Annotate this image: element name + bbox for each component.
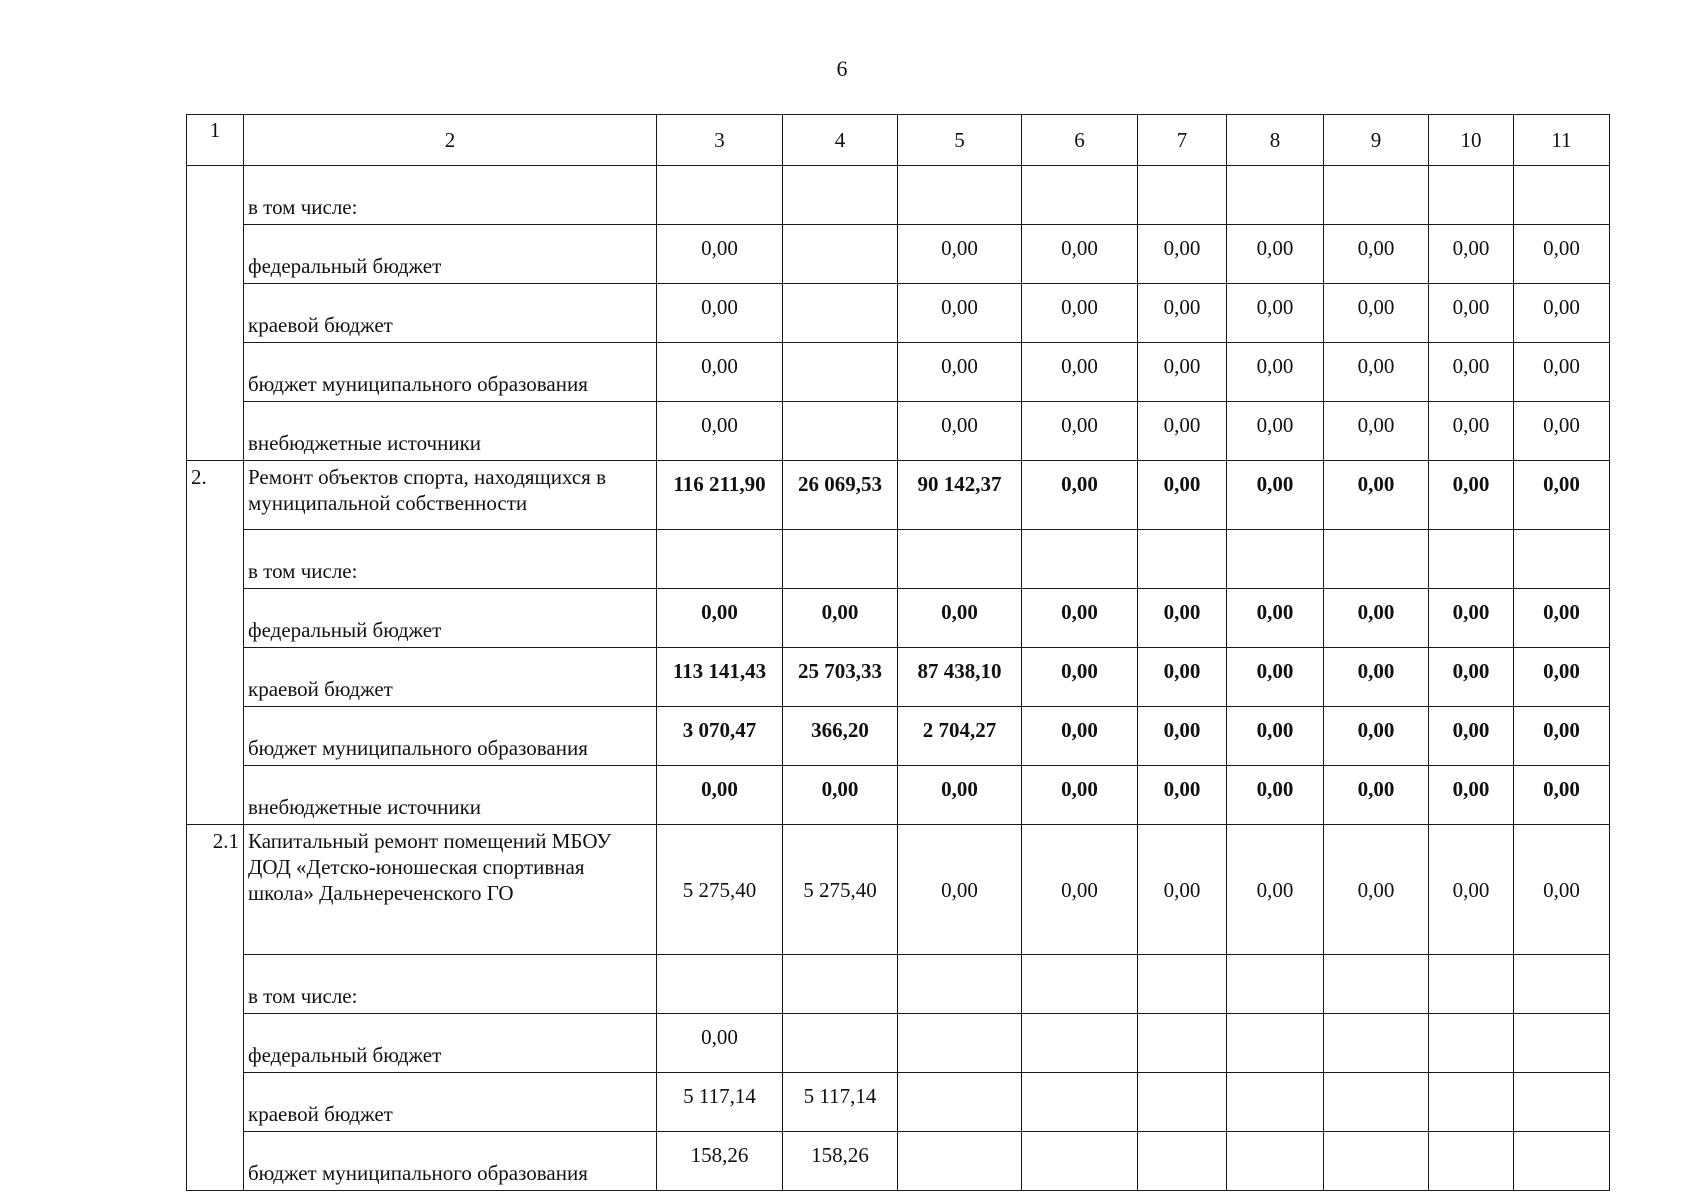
column-header: 3 bbox=[657, 115, 783, 166]
value-cell-col-3: 0,00 bbox=[657, 766, 783, 825]
value-cell-col-3: 0,00 bbox=[657, 343, 783, 402]
value-cell-col-9: 0,00 bbox=[1324, 707, 1429, 766]
value-cell-col-5: 0,00 bbox=[898, 225, 1022, 284]
value-cell-col-6: 0,00 bbox=[1022, 707, 1138, 766]
table-row bbox=[187, 955, 1610, 1014]
value-cell-col-5 bbox=[898, 955, 1022, 1014]
value-cell-col-7: 0,00 bbox=[1138, 707, 1227, 766]
value-cell-col-10: 0,00 bbox=[1429, 648, 1514, 707]
value-cell-col-11 bbox=[1514, 1014, 1610, 1073]
value-cell-col-5 bbox=[898, 1132, 1022, 1191]
value-cell-col-4: 366,20 bbox=[783, 707, 898, 766]
value-cell-col-5: 0,00 bbox=[898, 402, 1022, 461]
value-cell-col-10: 0,00 bbox=[1429, 402, 1514, 461]
value-cell-col-11 bbox=[1514, 166, 1610, 225]
value-cell-col-4 bbox=[783, 225, 898, 284]
column-header: 1 bbox=[187, 115, 244, 166]
value-cell-col-6 bbox=[1022, 1073, 1138, 1132]
value-cell-col-5: 2 704,27 bbox=[898, 707, 1022, 766]
value-cell-col-11 bbox=[1514, 955, 1610, 1014]
table-row bbox=[187, 589, 1610, 648]
value-cell-col-4 bbox=[783, 955, 898, 1014]
value-cell-col-4: 5 275,40 bbox=[783, 825, 898, 955]
value-cell-col-10 bbox=[1429, 166, 1514, 225]
value-cell-col-4 bbox=[783, 166, 898, 225]
value-cell-col-4 bbox=[783, 1014, 898, 1073]
value-cell-col-7 bbox=[1138, 530, 1227, 589]
table-row bbox=[187, 825, 1610, 955]
value-cell-col-10: 0,00 bbox=[1429, 766, 1514, 825]
table-row bbox=[187, 166, 1610, 225]
value-cell-col-6: 0,00 bbox=[1022, 825, 1138, 955]
value-cell-col-9: 0,00 bbox=[1324, 343, 1429, 402]
value-cell-col-6: 0,00 bbox=[1022, 284, 1138, 343]
value-cell-col-11: 0,00 bbox=[1514, 343, 1610, 402]
value-cell-col-6: 0,00 bbox=[1022, 402, 1138, 461]
row-label-cell: федеральный бюджет bbox=[244, 1014, 657, 1073]
table-row bbox=[187, 1132, 1610, 1191]
value-cell-col-6 bbox=[1022, 166, 1138, 225]
value-cell-col-8: 0,00 bbox=[1227, 402, 1324, 461]
table-row bbox=[187, 766, 1610, 825]
row-label-cell: в том числе: bbox=[244, 530, 657, 589]
value-cell-col-7: 0,00 bbox=[1138, 461, 1227, 530]
value-cell-col-9: 0,00 bbox=[1324, 461, 1429, 530]
value-cell-col-10 bbox=[1429, 1073, 1514, 1132]
value-cell-col-3 bbox=[657, 530, 783, 589]
value-cell-col-9: 0,00 bbox=[1324, 284, 1429, 343]
value-cell-col-11: 0,00 bbox=[1514, 648, 1610, 707]
value-cell-col-8: 0,00 bbox=[1227, 343, 1324, 402]
table-row bbox=[187, 461, 1610, 530]
column-header: 4 bbox=[783, 115, 898, 166]
value-cell-col-5: 0,00 bbox=[898, 343, 1022, 402]
value-cell-col-9 bbox=[1324, 955, 1429, 1014]
value-cell-col-8 bbox=[1227, 166, 1324, 225]
value-cell-col-5: 0,00 bbox=[898, 589, 1022, 648]
value-cell-col-9 bbox=[1324, 1014, 1429, 1073]
value-cell-col-8: 0,00 bbox=[1227, 825, 1324, 955]
value-cell-col-3: 113 141,43 bbox=[657, 648, 783, 707]
row-label-cell: бюджет муниципального образования bbox=[244, 343, 657, 402]
budget-table bbox=[186, 114, 1610, 1191]
value-cell-col-7 bbox=[1138, 1014, 1227, 1073]
value-cell-col-6: 0,00 bbox=[1022, 589, 1138, 648]
value-cell-col-8: 0,00 bbox=[1227, 225, 1324, 284]
value-cell-col-7: 0,00 bbox=[1138, 225, 1227, 284]
value-cell-col-7 bbox=[1138, 1132, 1227, 1191]
value-cell-col-8: 0,00 bbox=[1227, 284, 1324, 343]
value-cell-col-9: 0,00 bbox=[1324, 225, 1429, 284]
table-row bbox=[187, 530, 1610, 589]
value-cell-col-6 bbox=[1022, 1132, 1138, 1191]
value-cell-col-8: 0,00 bbox=[1227, 648, 1324, 707]
value-cell-col-6: 0,00 bbox=[1022, 225, 1138, 284]
value-cell-col-10: 0,00 bbox=[1429, 825, 1514, 955]
value-cell-col-4: 25 703,33 bbox=[783, 648, 898, 707]
value-cell-col-4 bbox=[783, 402, 898, 461]
value-cell-col-6: 0,00 bbox=[1022, 648, 1138, 707]
value-cell-col-7: 0,00 bbox=[1138, 589, 1227, 648]
value-cell-col-4: 0,00 bbox=[783, 589, 898, 648]
value-cell-col-3: 0,00 bbox=[657, 284, 783, 343]
value-cell-col-6 bbox=[1022, 955, 1138, 1014]
table-row bbox=[187, 648, 1610, 707]
row-label-cell: федеральный бюджет bbox=[244, 225, 657, 284]
value-cell-col-5: 90 142,37 bbox=[898, 461, 1022, 530]
value-cell-col-3 bbox=[657, 166, 783, 225]
column-header: 11 bbox=[1514, 115, 1610, 166]
value-cell-col-9 bbox=[1324, 1073, 1429, 1132]
value-cell-col-8: 0,00 bbox=[1227, 707, 1324, 766]
column-header: 2 bbox=[244, 115, 657, 166]
row-label-cell: федеральный бюджет bbox=[244, 589, 657, 648]
value-cell-col-10: 0,00 bbox=[1429, 461, 1514, 530]
value-cell-col-4 bbox=[783, 284, 898, 343]
value-cell-col-11: 0,00 bbox=[1514, 461, 1610, 530]
value-cell-col-4: 0,00 bbox=[783, 766, 898, 825]
value-cell-col-11 bbox=[1514, 1073, 1610, 1132]
value-cell-col-3 bbox=[657, 955, 783, 1014]
value-cell-col-3: 116 211,90 bbox=[657, 461, 783, 530]
value-cell-col-5 bbox=[898, 530, 1022, 589]
column-header: 8 bbox=[1227, 115, 1324, 166]
row-label-cell: внебюджетные источники bbox=[244, 766, 657, 825]
value-cell-col-5: 0,00 bbox=[898, 825, 1022, 955]
value-cell-col-11: 0,00 bbox=[1514, 284, 1610, 343]
value-cell-col-5: 0,00 bbox=[898, 284, 1022, 343]
value-cell-col-3: 0,00 bbox=[657, 225, 783, 284]
value-cell-col-7: 0,00 bbox=[1138, 284, 1227, 343]
value-cell-col-11: 0,00 bbox=[1514, 589, 1610, 648]
value-cell-col-8: 0,00 bbox=[1227, 589, 1324, 648]
value-cell-col-5: 87 438,10 bbox=[898, 648, 1022, 707]
column-header: 7 bbox=[1138, 115, 1227, 166]
value-cell-col-11: 0,00 bbox=[1514, 225, 1610, 284]
value-cell-col-9: 0,00 bbox=[1324, 402, 1429, 461]
value-cell-col-3: 0,00 bbox=[657, 589, 783, 648]
value-cell-col-5 bbox=[898, 1073, 1022, 1132]
value-cell-col-6 bbox=[1022, 530, 1138, 589]
value-cell-col-7: 0,00 bbox=[1138, 825, 1227, 955]
value-cell-col-11: 0,00 bbox=[1514, 766, 1610, 825]
row-label-cell: Ремонт объектов спорта, находящихся в муниципальной собственности bbox=[244, 461, 657, 530]
value-cell-col-6: 0,00 bbox=[1022, 461, 1138, 530]
value-cell-col-8: 0,00 bbox=[1227, 766, 1324, 825]
row-label-cell: бюджет муниципального образования bbox=[244, 707, 657, 766]
row-number-cell bbox=[187, 166, 244, 461]
value-cell-col-3: 0,00 bbox=[657, 1014, 783, 1073]
table-row bbox=[187, 707, 1610, 766]
value-cell-col-3: 3 070,47 bbox=[657, 707, 783, 766]
value-cell-col-4: 158,26 bbox=[783, 1132, 898, 1191]
value-cell-col-11 bbox=[1514, 1132, 1610, 1191]
value-cell-col-4 bbox=[783, 343, 898, 402]
row-label-cell: внебюджетные источники bbox=[244, 402, 657, 461]
value-cell-col-9 bbox=[1324, 166, 1429, 225]
value-cell-col-3: 5 275,40 bbox=[657, 825, 783, 955]
value-cell-col-10: 0,00 bbox=[1429, 225, 1514, 284]
value-cell-col-9 bbox=[1324, 1132, 1429, 1191]
value-cell-col-9: 0,00 bbox=[1324, 648, 1429, 707]
value-cell-col-3: 158,26 bbox=[657, 1132, 783, 1191]
value-cell-col-7 bbox=[1138, 955, 1227, 1014]
value-cell-col-10: 0,00 bbox=[1429, 589, 1514, 648]
table-row bbox=[187, 225, 1610, 284]
table-row bbox=[187, 1073, 1610, 1132]
row-label-cell: в том числе: bbox=[244, 166, 657, 225]
row-label-cell: в том числе: bbox=[244, 955, 657, 1014]
value-cell-col-7 bbox=[1138, 1073, 1227, 1132]
value-cell-col-8 bbox=[1227, 530, 1324, 589]
value-cell-col-10 bbox=[1429, 955, 1514, 1014]
value-cell-col-11 bbox=[1514, 530, 1610, 589]
value-cell-col-3: 5 117,14 bbox=[657, 1073, 783, 1132]
value-cell-col-10: 0,00 bbox=[1429, 707, 1514, 766]
value-cell-col-10 bbox=[1429, 1132, 1514, 1191]
row-label-cell: краевой бюджет bbox=[244, 648, 657, 707]
row-label-cell: бюджет муниципального образования bbox=[244, 1132, 657, 1191]
row-label-cell: краевой бюджет bbox=[244, 1073, 657, 1132]
value-cell-col-8 bbox=[1227, 1073, 1324, 1132]
table-row bbox=[187, 284, 1610, 343]
column-header: 6 bbox=[1022, 115, 1138, 166]
value-cell-col-4: 5 117,14 bbox=[783, 1073, 898, 1132]
value-cell-col-9: 0,00 bbox=[1324, 589, 1429, 648]
row-number-cell: 2. bbox=[187, 461, 244, 825]
value-cell-col-6: 0,00 bbox=[1022, 766, 1138, 825]
value-cell-col-11: 0,00 bbox=[1514, 707, 1610, 766]
value-cell-col-5: 0,00 bbox=[898, 766, 1022, 825]
value-cell-col-4 bbox=[783, 530, 898, 589]
value-cell-col-7: 0,00 bbox=[1138, 402, 1227, 461]
table-row bbox=[187, 402, 1610, 461]
row-label-cell: Капитальный ремонт помещений МБОУ ДОД «Детско-юношеская спортивная школа» Дальнереченского ГО bbox=[244, 825, 657, 955]
value-cell-col-5 bbox=[898, 1014, 1022, 1073]
value-cell-col-8 bbox=[1227, 1014, 1324, 1073]
table-row bbox=[187, 1014, 1610, 1073]
value-cell-col-7: 0,00 bbox=[1138, 766, 1227, 825]
value-cell-col-10 bbox=[1429, 530, 1514, 589]
value-cell-col-5 bbox=[898, 166, 1022, 225]
value-cell-col-9: 0,00 bbox=[1324, 766, 1429, 825]
value-cell-col-10: 0,00 bbox=[1429, 343, 1514, 402]
value-cell-col-8 bbox=[1227, 1132, 1324, 1191]
column-number-header-row bbox=[187, 115, 1610, 166]
value-cell-col-11: 0,00 bbox=[1514, 402, 1610, 461]
row-number-cell: 2.1 bbox=[187, 825, 244, 1191]
value-cell-col-7 bbox=[1138, 166, 1227, 225]
value-cell-col-3: 0,00 bbox=[657, 402, 783, 461]
value-cell-col-7: 0,00 bbox=[1138, 343, 1227, 402]
column-header: 10 bbox=[1429, 115, 1514, 166]
column-header: 9 bbox=[1324, 115, 1429, 166]
page-number: 6 bbox=[836, 56, 848, 81]
value-cell-col-9 bbox=[1324, 530, 1429, 589]
value-cell-col-6: 0,00 bbox=[1022, 343, 1138, 402]
column-header: 5 bbox=[898, 115, 1022, 166]
row-label-cell: краевой бюджет bbox=[244, 284, 657, 343]
value-cell-col-10 bbox=[1429, 1014, 1514, 1073]
value-cell-col-4: 26 069,53 bbox=[783, 461, 898, 530]
value-cell-col-8 bbox=[1227, 955, 1324, 1014]
table-row bbox=[187, 343, 1610, 402]
value-cell-col-7: 0,00 bbox=[1138, 648, 1227, 707]
value-cell-col-9: 0,00 bbox=[1324, 825, 1429, 955]
value-cell-col-6 bbox=[1022, 1014, 1138, 1073]
value-cell-col-10: 0,00 bbox=[1429, 284, 1514, 343]
value-cell-col-11: 0,00 bbox=[1514, 825, 1610, 955]
value-cell-col-8: 0,00 bbox=[1227, 461, 1324, 530]
